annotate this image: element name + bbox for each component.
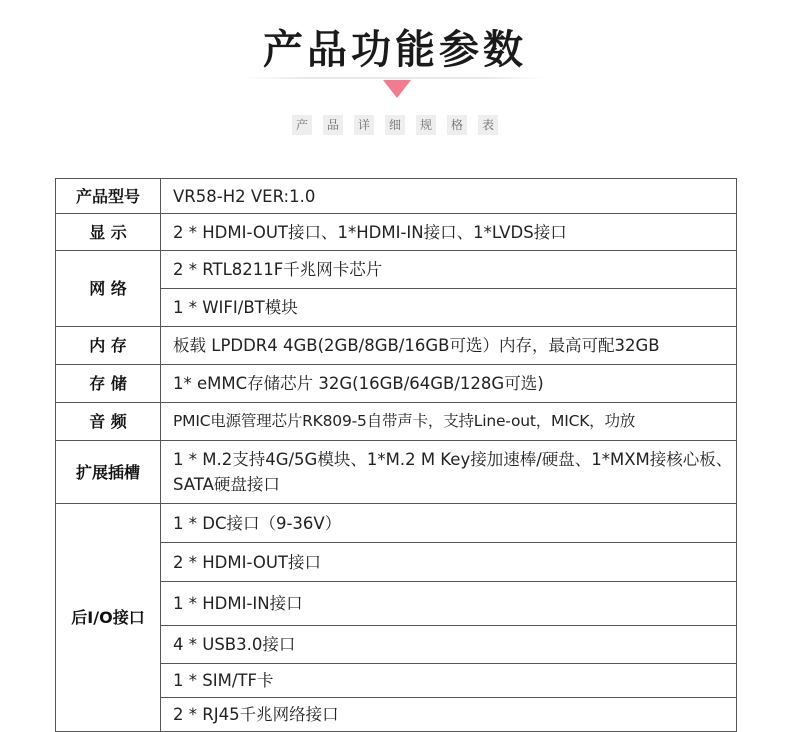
row-value: 2 * HDMI-OUT接口	[161, 543, 737, 582]
row-value: 1 * M.2支持4G/5G模块、1*M.2 M Key接加速棒/硬盘、1*MXM接核心板、SATA硬盘接口	[161, 441, 737, 504]
table-row	[56, 179, 737, 214]
row-label: 后I/O接口	[56, 504, 161, 732]
subtitle-char: 细	[385, 115, 405, 135]
page-title: 产品功能参数	[263, 27, 527, 73]
down-triangle-icon	[383, 80, 411, 98]
row-value: 1 * HDMI-IN接口	[161, 582, 737, 626]
row-value: 1 * DC接口（9-36V）	[161, 504, 737, 543]
title-divider	[245, 77, 545, 79]
table-row	[56, 327, 737, 365]
subtitle-char: 表	[478, 115, 498, 135]
row-label: 存 储	[56, 365, 161, 403]
row-value: 1 * WIFI/BT模块	[161, 289, 737, 327]
row-label: 音 频	[56, 403, 161, 441]
subtitle-char: 品	[323, 115, 343, 135]
row-value: 4 * USB3.0接口	[161, 626, 737, 664]
row-value: 2 * RTL8211F千兆网卡芯片	[161, 251, 737, 289]
table-row	[56, 251, 737, 289]
row-label: 网 络	[56, 251, 161, 327]
subtitle-char: 格	[447, 115, 467, 135]
row-label: 产品型号	[56, 179, 161, 214]
row-value: 1* eMMC存储芯片 32G(16GB/64GB/128G可选)	[161, 365, 737, 403]
row-value: PMIC电源管理芯片RK809-5自带声卡，支持Line-out，MICK，功放	[161, 403, 737, 441]
subtitle-char: 详	[354, 115, 374, 135]
table-row	[56, 403, 737, 441]
row-value: 2 * RJ45千兆网络接口	[161, 698, 737, 732]
row-value: 2 * HDMI-OUT接口、1*HDMI-IN接口、1*LVDS接口	[161, 214, 737, 251]
subtitle	[0, 115, 790, 135]
subtitle-char: 规	[416, 115, 436, 135]
row-value: 1 * SIM/TF卡	[161, 664, 737, 698]
row-label: 内 存	[56, 327, 161, 365]
table-row	[56, 504, 737, 543]
table-row	[56, 441, 737, 504]
row-value: VR58-H2 VER:1.0	[161, 179, 737, 214]
table-row	[56, 214, 737, 251]
row-label: 扩展插槽	[56, 441, 161, 504]
row-value: 板载 LPDDR4 4GB(2GB/8GB/16GB可选）内存，最高可配32GB	[161, 327, 737, 365]
row-label: 显 示	[56, 214, 161, 251]
table-row	[56, 365, 737, 403]
spec-table	[55, 178, 737, 732]
subtitle-char: 产	[292, 115, 312, 135]
